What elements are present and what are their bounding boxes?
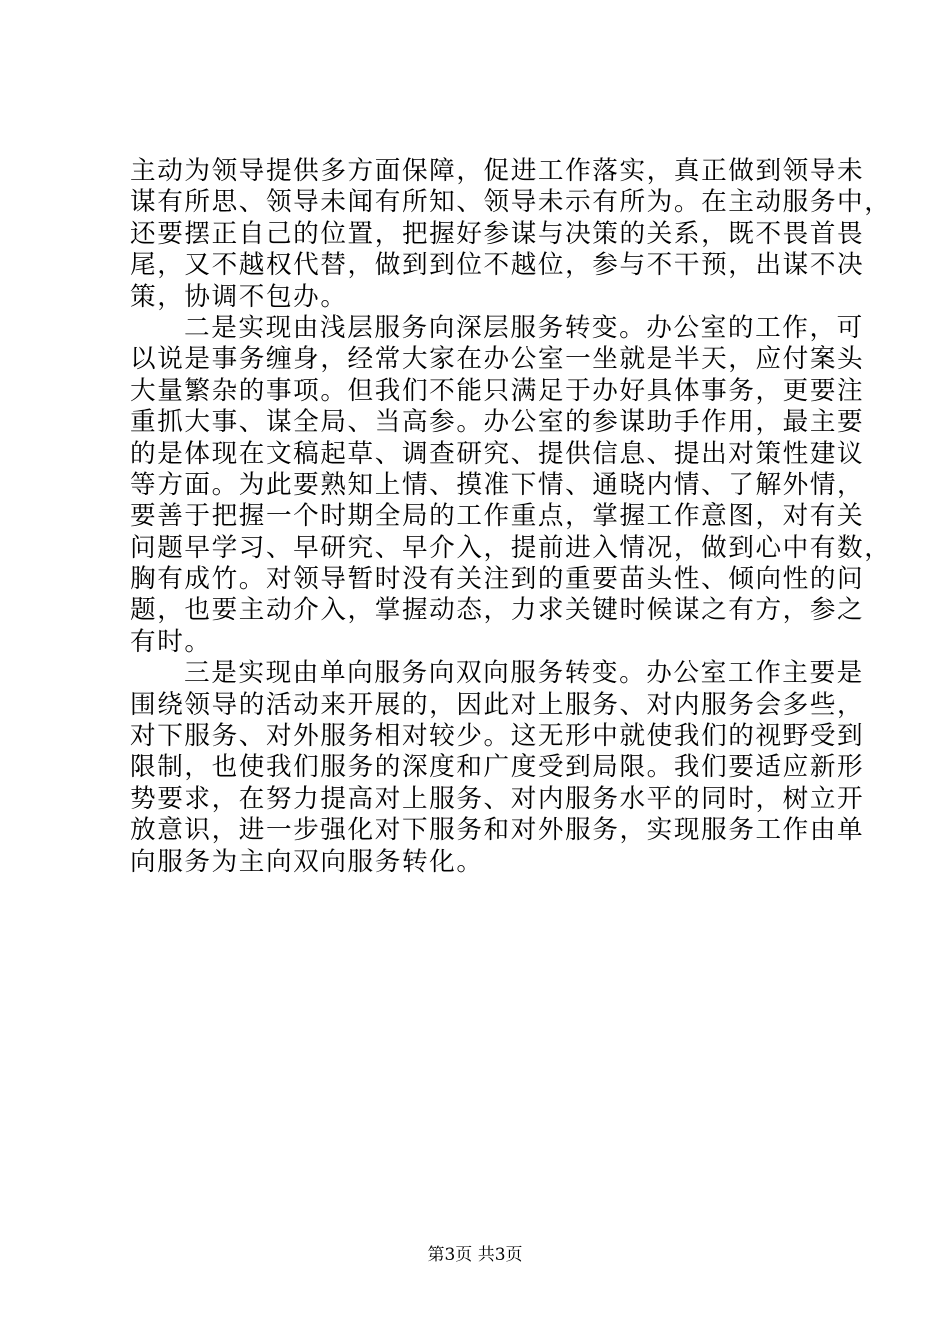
text-line: 重抓大事、谋全局、当高参。办公室的参谋助手作用，最主要 (130, 407, 865, 438)
text-line: 等方面。为此要熟知上情、摸准下情、通晓内情、了解外情， (130, 469, 865, 500)
text-line: 谋有所思、领导未闻有所知、领导未示有所为。在主动服务中， (130, 187, 892, 218)
text-line: 以说是事务缠身，经常大家在办公室一坐就是半天，应付案头 (130, 344, 865, 375)
text-line: 向服务为主向双向服务转化。 (130, 846, 484, 877)
paragraph-1 (130, 156, 892, 313)
text-line: 策，协调不包办。 (130, 281, 348, 312)
text-line: 三是实现由单向服务向双向服务转变。办公室工作主要是 (184, 658, 864, 689)
paragraph-2 (130, 312, 892, 658)
text-line: 的是体现在文稿起草、调查研究、提供信息、提出对策性建议 (130, 438, 865, 469)
text-line: 势要求，在努力提高对上服务、对内服务水平的同时，树立开 (130, 783, 865, 814)
text-line: 问题早学习、早研究、早介入，提前进入情况，做到心中有数， (130, 532, 892, 563)
text-line: 大量繁杂的事项。但我们不能只满足于办好具体事务，更要注 (130, 375, 865, 406)
text-line: 围绕领导的活动来开展的，因此对上服务、对内服务会多些， (130, 689, 865, 720)
text-line: 要善于把握一个时期全局的工作重点，掌握工作意图，对有关 (130, 501, 865, 532)
document-body (130, 156, 892, 878)
page-number-footer: 第3页 共3页 (427, 1245, 523, 1265)
paragraph-3 (130, 658, 865, 878)
text-line: 限制，也使我们服务的深度和广度受到局限。我们要适应新形 (130, 752, 865, 783)
text-line: 放意识，进一步强化对下服务和对外服务，实现服务工作由单 (130, 815, 865, 846)
text-line: 二是实现由浅层服务向深层服务转变。办公室的工作，可 (184, 312, 864, 343)
text-line: 还要摆正自己的位置，把握好参谋与决策的关系，既不畏首畏 (130, 218, 865, 249)
text-line: 题，也要主动介入，掌握动态，力求关键时候谋之有方，参之 (130, 595, 865, 626)
text-line: 有时。 (130, 626, 212, 657)
text-line: 尾，又不越权代替，做到到位不越位，参与不干预，出谋不决 (130, 250, 865, 281)
text-line: 主动为领导提供多方面保障，促进工作落实，真正做到领导未 (130, 156, 865, 186)
text-line: 胸有成竹。对领导暂时没有关注到的重要苗头性、倾向性的问 (130, 564, 865, 595)
text-line: 对下服务、对外服务相对较少。这无形中就使我们的视野受到 (130, 721, 865, 752)
